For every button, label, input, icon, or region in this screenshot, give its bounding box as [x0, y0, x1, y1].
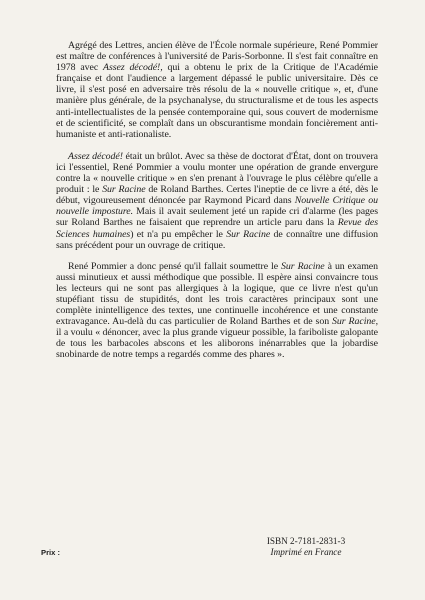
body-text: Mais il avait seulement jeté un rapide cri d'alarme (les pages sur Roland Barthes ne faisaient que reprendre un article paru dans la	[56, 206, 378, 229]
blurb-paragraph-1	[56, 40, 378, 140]
body-text: était un brûlot. Avec sa thèse de doctorat d'État, dont on trouvera ici l'essentiel, René Pommier a voulu monter une opération de grande envergure contre la « nouvelle critique » en s'en prenant à l'ouvrage le plus célèbre qu'elle a produit : le	[56, 150, 378, 196]
italic-title-text: Sur Racine	[281, 260, 325, 272]
body-text: Agrégé des Lettres, ancien élève de l'École normale supérieure, René Pommier est maître de conférences à l'université de Paris-Sorbonne. Il s'est fait connaître en 1978 avec	[56, 40, 378, 74]
body-text: de Roland Barthes. Certes l'ineptie de ce livre a été, dès le début, vigoureusement dénoncée par Raymond Picard dans	[56, 184, 378, 207]
body-text: à un examen aussi minutieux et aussi méthodique que possible. Il espère ainsi convaincre tous les lecteurs qui ne sont pas allergiques à la logique, que ce livre n'est qu'un stupéfiant tissu de stupidités, dont les trois caractères principaux sont une complète inintelligence des textes, une continuelle incohérence et une constante extravagance. Au-delà du cas particulier de Roland Barthes et de son	[56, 260, 378, 328]
italic-title-text: Sur Racine	[226, 228, 271, 240]
italic-title-text: Assez décodé!,	[102, 62, 163, 74]
blurb-paragraph-2	[56, 151, 378, 251]
body-text: il a voulu « dénoncer, avec la plus grande vigueur possible, la fariboliste galopante de tous les barbacoles abscons et les aliborons inénarrables que la jobardise snobinarde de notre temps a regardés comme des phares ».	[56, 327, 378, 361]
blurb-text	[56, 40, 378, 361]
body-text: qui a obtenu le prix de la Critique de l'Académie française et dont l'audience a largement dépassé le public universitaire. Dès ce livre, il s'est posé en adversaire très résolu de la « nouvelle critique », et, d'une manière plus générale, de la psychanalyse, du structuralisme et de tous les aspects anti-intellectualistes de la pensée contemporaine qui, sous couvert de modernisme et de scientificité, se complaît dans un obscurantisme mondain foncièrement anti-humaniste et anti-rationaliste.	[56, 62, 379, 140]
italic-title-text: Revue des Sciences humaines	[56, 217, 378, 240]
isbn-number: ISBN 2-7181-2831-3	[266, 536, 346, 546]
italic-title-text: Assez décodé!	[68, 150, 123, 162]
italic-title-text: Sur Racine,	[332, 316, 378, 328]
blurb-paragraph-3	[56, 261, 378, 361]
body-text: de connaître une diffusion sans précédent pour un ouvrage de critique.	[56, 228, 379, 251]
italic-title-text: Nouvelle Critique ou nouvelle imposture.	[56, 195, 378, 218]
body-text: René Pommier a donc pensé qu'il fallait soumettre le	[68, 260, 282, 272]
body-text: ) et n'a pu empêcher le	[130, 228, 227, 240]
price-label: Prix :	[41, 548, 60, 557]
printed-in-label: Imprimé en France	[270, 547, 342, 557]
publication-info	[246, 536, 366, 558]
italic-title-text: Sur Racine	[102, 184, 146, 196]
